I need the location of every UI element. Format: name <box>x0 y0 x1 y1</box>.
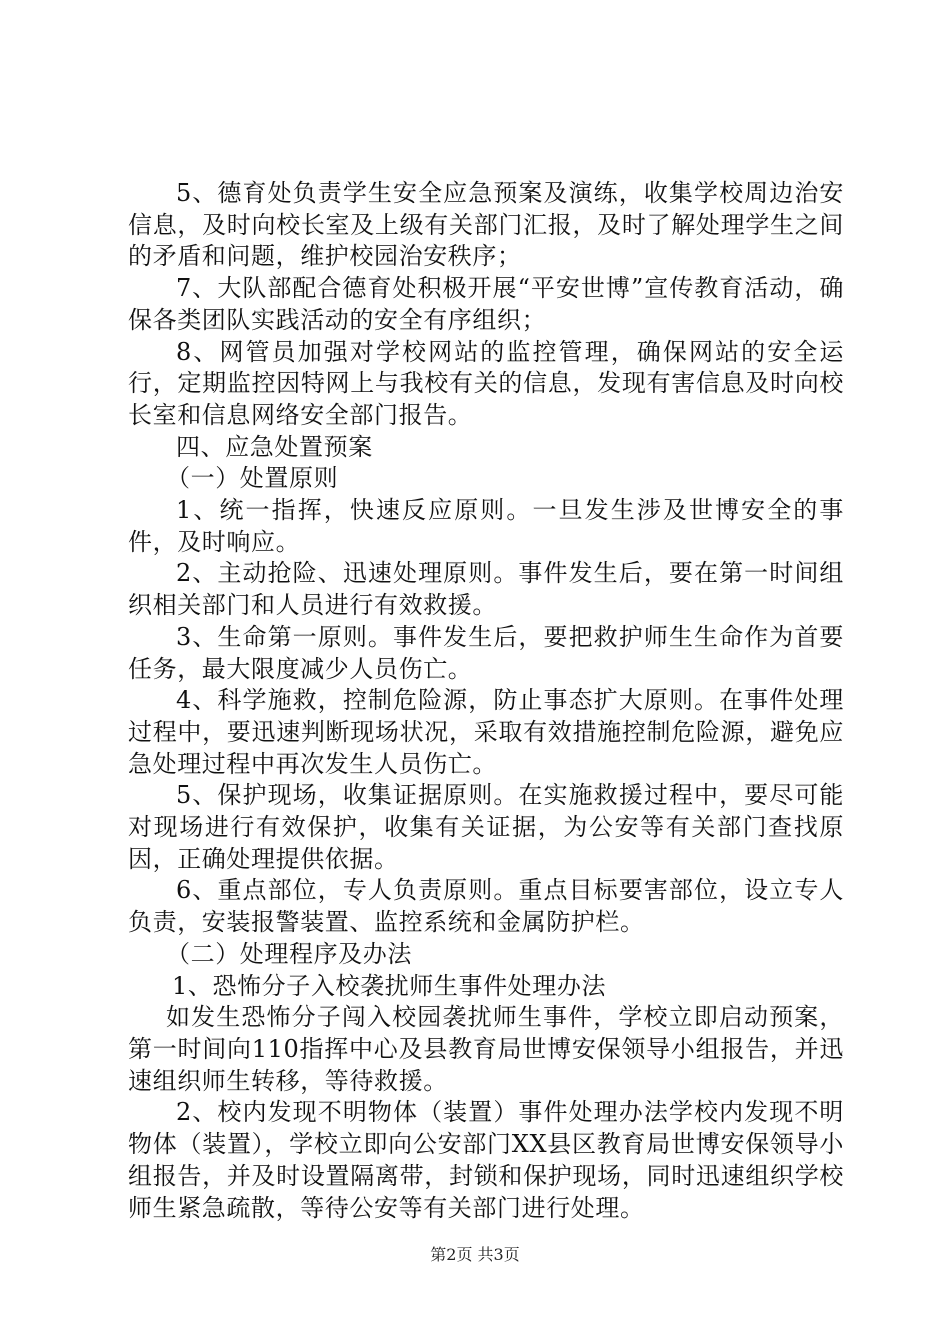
paragraph-item-8: 8、网管员加强对学校网站的监控管理，确保网站的安全运行，定期监控因特网上与我校有关的信息，发现有害信息及时向校长室和信息网络安全部门报告。 <box>128 337 844 429</box>
subsection-heading-1: （一）处置原则 <box>166 464 339 493</box>
paragraph-item-7: 7、大队部配合德育处积极开展“平安世博”宣传教育活动，确保各类团队实践活动的安全有序组织； <box>128 274 844 334</box>
paragraph-item-5: 5、德育处负责学生安全应急预案及演练，收集学校周边治安信息，及时向校长室及上级有关部门汇报，及时了解处理学生之间的矛盾和问题，维护校园治安秩序； <box>128 179 844 271</box>
procedure-1-body: 如发生恐怖分子闯入校园袭扰师生事件，学校立即启动预案，第一时间向110指挥中心及县教育局世博安保领导小组报告，并迅速组织师生转移，等待救援。 <box>128 1003 844 1095</box>
section-heading-4: 四、应急处置预案 <box>176 432 373 461</box>
document-body <box>128 178 844 1224</box>
principle-1: 1、统一指挥，快速反应原则。一旦发生涉及世博安全的事件，及时响应。 <box>128 496 844 556</box>
principle-2: 2、主动抢险、迅速处理原则。事件发生后，要在第一时间组织相关部门和人员进行有效救援。 <box>128 559 844 620</box>
page-number-footer: 第2页 共3页 <box>430 1245 520 1264</box>
principle-3: 3、生命第一原则。事件发生后，要把救护师生生命作为首要任务，最大限度减少人员伤亡。 <box>128 622 844 683</box>
procedure-2: 2、校内发现不明物体（装置）事件处理办法学校内发现不明物体（装置），学校立即向公安部门XX县区教育局世博安保领导小组报告，并及时设置隔离带，封锁和保护现场，同时迅速组织学校师生紧急疏散，等待公安等有关部门进行处理。 <box>128 1098 844 1222</box>
principle-5: 5、保护现场，收集证据原则。在实施救援过程中，要尽可能对现场进行有效保护，收集有关证据，为公安等有关部门查找原因，正确处理提供依据。 <box>128 781 844 873</box>
principle-4: 4、科学施救，控制危险源，防止事态扩大原则。在事件处理过程中，要迅速判断现场状况，采取有效措施控制危险源，避免应急处理过程中再次发生人员伤亡。 <box>128 686 844 778</box>
procedure-1-title: 1、恐怖分子入校袭扰师生事件处理办法 <box>172 971 607 1000</box>
subsection-heading-2: （二）处理程序及办法 <box>166 939 412 968</box>
principle-6: 6、重点部位，专人负责原则。重点目标要害部位，设立专人负责，安装报警装置、监控系统和金属防护栏。 <box>128 876 844 937</box>
